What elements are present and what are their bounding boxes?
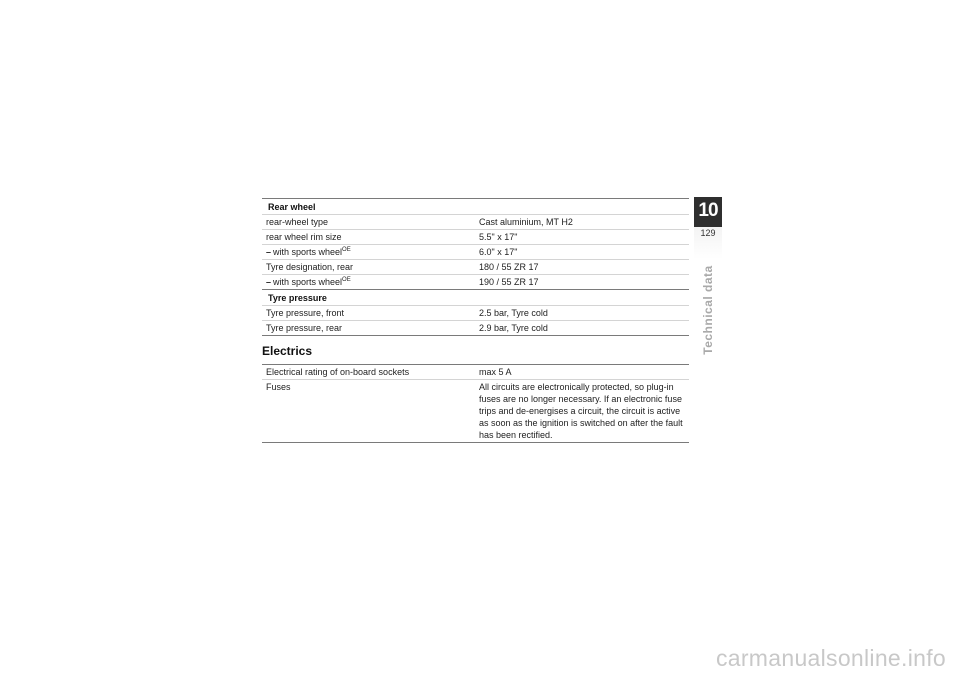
- chapter-number: 10: [698, 200, 718, 221]
- table-row: [262, 380, 689, 443]
- row-label: Tyre pressure, front: [262, 306, 475, 321]
- table-row: [262, 365, 689, 380]
- row-label: Electrical rating of on-board sockets: [262, 365, 475, 380]
- row-value: 2.9 bar, Tyre cold: [475, 321, 689, 336]
- electrics-spec-table: [262, 364, 689, 443]
- dash-marker: –: [266, 247, 272, 257]
- row-label: Tyre pressure, rear: [262, 321, 475, 336]
- row-label: Tyre designation, rear: [262, 260, 475, 275]
- row-value: 5.5" x 17": [475, 230, 689, 245]
- table-row: [262, 306, 689, 321]
- oe-superscript: OE: [342, 277, 351, 283]
- tyre-pressure-heading-row: [262, 290, 689, 306]
- chapter-tab-dark-block: [694, 197, 722, 227]
- row-value: 180 / 55 ZR 17: [475, 260, 689, 275]
- row-label: Fuses: [262, 380, 475, 443]
- wheel-spec-table: [262, 198, 689, 336]
- table-row: [262, 321, 689, 336]
- table-row: [262, 275, 689, 290]
- oe-superscript: OE: [342, 247, 351, 253]
- row-value: max 5 A: [475, 365, 689, 380]
- rear-wheel-heading: Rear wheel: [262, 199, 689, 215]
- row-label: with sports wheel: [273, 247, 343, 257]
- section-side-title: Technical data: [701, 265, 715, 355]
- row-value: 2.5 bar, Tyre cold: [475, 306, 689, 321]
- technical-data-content: [262, 198, 689, 443]
- chapter-tab: [694, 197, 722, 259]
- dash-marker: –: [266, 277, 272, 287]
- row-label-cell: [262, 275, 475, 290]
- tyre-pressure-heading: Tyre pressure: [262, 290, 689, 306]
- table-row: [262, 230, 689, 245]
- table-row: [262, 245, 689, 260]
- row-label-cell: [262, 245, 475, 260]
- row-label: rear wheel rim size: [262, 230, 475, 245]
- row-value: 6.0" x 17": [475, 245, 689, 260]
- row-value: 190 / 55 ZR 17: [475, 275, 689, 290]
- watermark: carmanualsonline.info: [715, 645, 946, 671]
- row-label: with sports wheel: [273, 277, 343, 287]
- row-value: Cast aluminium, MT H2: [475, 215, 689, 230]
- row-value: All circuits are electronically protected, so plug-in fuses are no longer necessary. If an electronic fuse trips and de-energises a circuit, the circuit is active as soon as the ignition is switched on after the fault has been rectified.: [475, 380, 689, 443]
- rear-wheel-heading-row: [262, 199, 689, 215]
- electrics-heading: Electrics: [262, 344, 313, 358]
- table-row: [262, 260, 689, 275]
- page-number: 129: [700, 228, 716, 238]
- row-label: rear-wheel type: [262, 215, 475, 230]
- table-row: [262, 215, 689, 230]
